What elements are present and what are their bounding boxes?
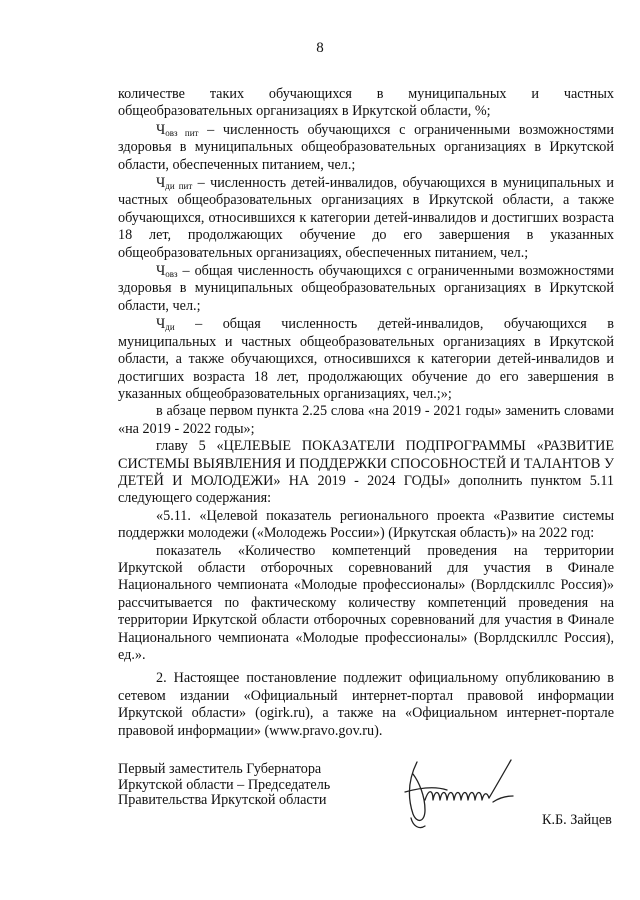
document-body	[118, 86, 614, 740]
signatory-title-line: Иркутской области – Председатель	[118, 776, 331, 793]
symbol-subscript: ди пит	[165, 181, 193, 192]
paragraph-continuation: количестве таких обучающихся в муниципальных и частных общеобразовательных организациях в Иркутской области, %;	[118, 86, 614, 120]
signatory-title	[118, 762, 330, 809]
definition-ovz-pit	[118, 122, 614, 174]
definition-di	[118, 316, 614, 403]
chapter-instruction: дополнить пунктом 5.11 следующего содержания:	[118, 472, 614, 507]
symbol-subscript: ди	[165, 322, 175, 333]
symbol: Ч	[156, 121, 166, 138]
paragraph-amendment-2-25: в абзаце первом пункта 2.25 слова «на 2019 - 2021 годы» заменить словами «на 2019 - 2022 годы»;	[118, 403, 614, 437]
symbol: Ч	[156, 316, 166, 333]
handwritten-signature	[395, 752, 535, 834]
definition-ovz	[118, 263, 614, 315]
symbol-subscript: овз пит	[165, 127, 199, 138]
chapter-title: главу 5 «ЦЕЛЕВЫЕ ПОКАЗАТЕЛИ ПОДПРОГРАММЫ «РАЗВИТИЕ СИСТЕМЫ ВЫЯВЛЕНИЯ И ПОДДЕРЖКИ СПОСОБНОСТЕЙ И ТАЛАНТОВ У ДЕТЕЙ И МОЛОДЕЖИ» НА 2019 - 2024 ГОДЫ»	[118, 438, 614, 489]
paragraph-indicator: показатель «Количество компетенций проведения на территории Иркутской области отборочных соревнований для участия в Финале Национального чемпионата «Молодые профессионалы» (Ворлдскиллс Россия)» рассчитывается по фактическому количеству компетенций проведения на территории Иркутской области отборочных соревнований для участия в Финале Национального чемпионата «Молодые профессионалы» (Ворлдскиллс Россия), ед.».	[118, 542, 614, 663]
paragraph-chapter-5	[118, 438, 614, 508]
paragraph-5-11: «5.11. «Целевой показатель регионального проекта «Развитие системы поддержки молодежи («Молодежь России») (Иркутская область)» на 2022 год:	[118, 507, 614, 542]
definition-text: – численность детей-инвалидов, обучающихся в муниципальных и частных общеобразовательных организациях в Иркутской области, а также обучающихся, относившихся к категории детей-инвалидов и достигших возраста 18 лет, продолжающих обучение до его завершения в указанных общеобразовательных организациях, обеспеченных питанием, чел.;	[118, 175, 614, 261]
signer-name: К.Б. Зайцев	[542, 812, 612, 828]
paragraph-publication: 2. Настоящее постановление подлежит официальному опубликованию в сетевом издании «Официальный интернет-портал правовой информации Иркутской области» (ogirk.ru), а также на «Официальном интернет-портале правовой информации» (www.pravo.gov.ru).	[118, 670, 614, 739]
symbol-subscript: овз	[165, 269, 178, 280]
symbol: Ч	[156, 175, 166, 192]
signatory-title-line: Первый заместитель Губернатора	[118, 761, 322, 777]
definition-text: – общая численность детей-инвалидов, обучающихся в муниципальных и частных общеобразовательных организациях в Иркутской области, а также обучающихся, относившихся к категории детей-инвалидов и достигших возраста 18 лет, продолжающих обучение до его завершения в указанных общеобразовательных организациях, чел.;»;	[118, 316, 614, 402]
symbol: Ч	[156, 263, 166, 280]
definition-text: – общая численность обучающихся с ограниченными возможностями здоровья в муниципальных общеобразовательных организациях в Иркутской области, чел.;	[118, 263, 614, 314]
definition-text: – численность обучающихся с ограниченными возможностями здоровья в муниципальных общеобразовательных организациях в Иркутской области, обеспеченных питанием, чел.;	[118, 121, 614, 173]
signatory-title-line: Правительства Иркутской области	[118, 792, 327, 808]
page-number: 8	[316, 40, 324, 56]
definition-di-pit	[118, 175, 614, 262]
